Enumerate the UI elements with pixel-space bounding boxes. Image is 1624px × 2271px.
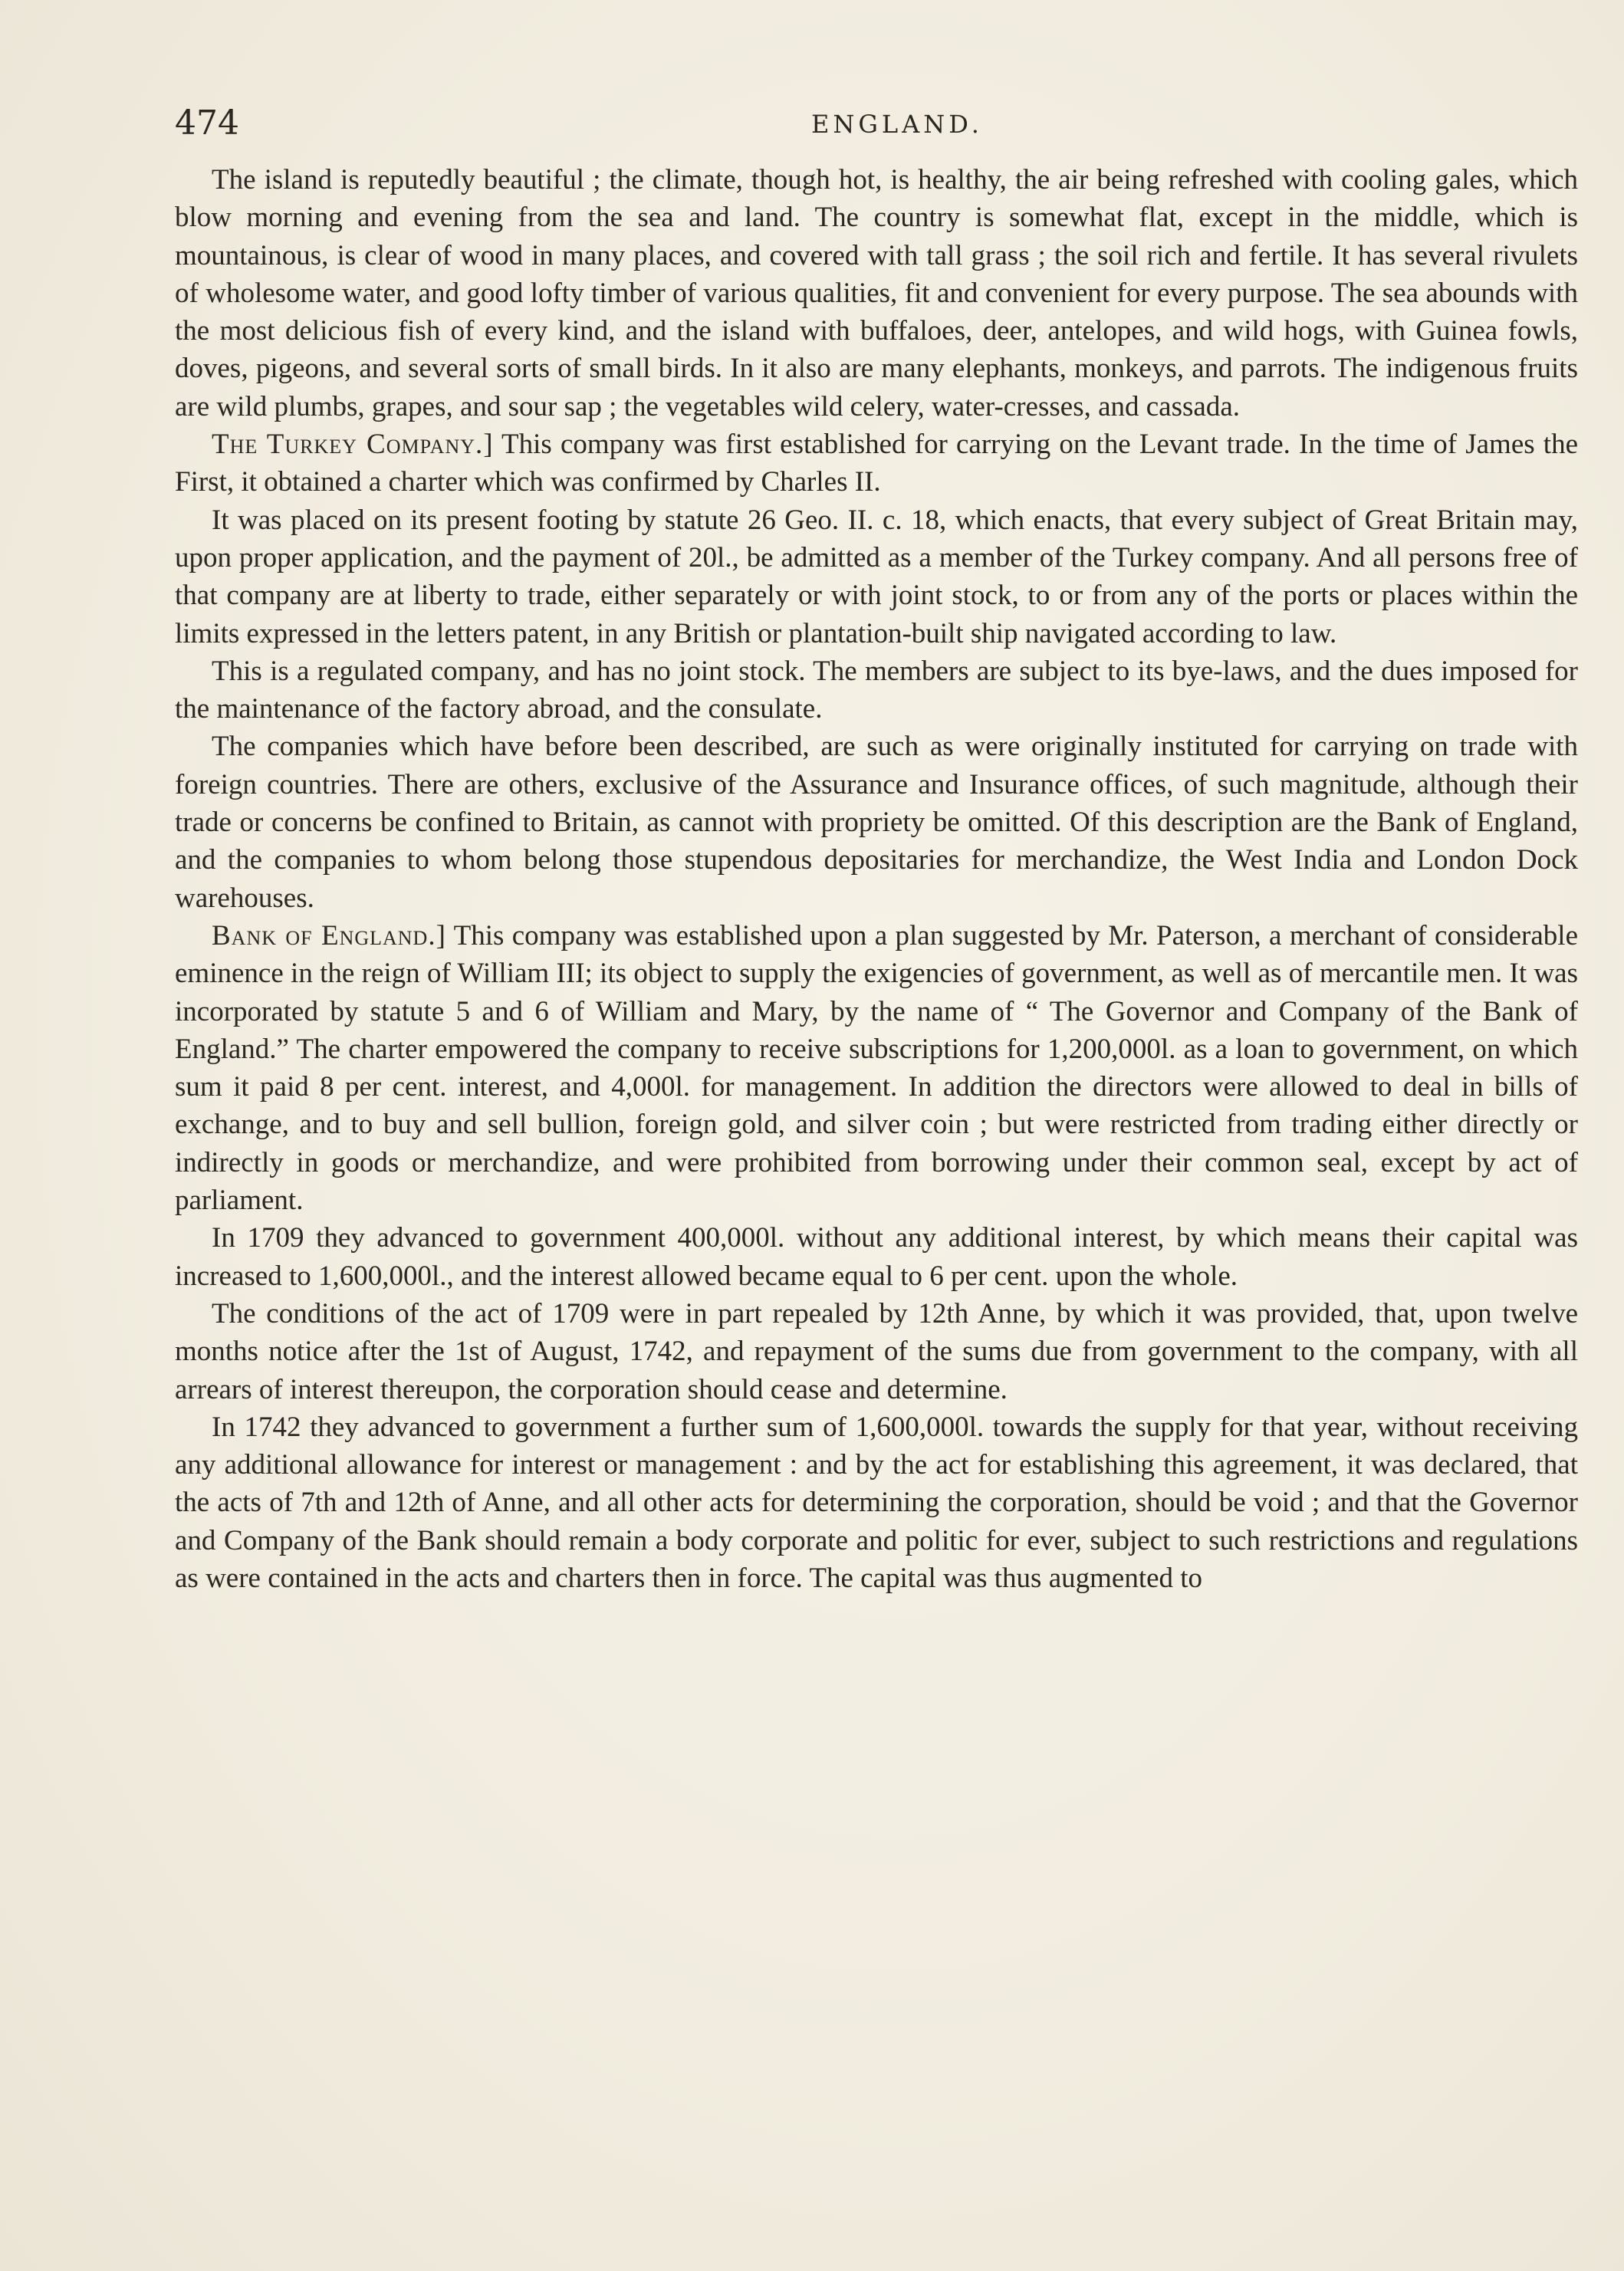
paragraph-island: The island is reputedly beautiful ; the climate, though hot, is healthy, the air being refreshed with cooling gales, which blow morning and evening from the sea and land. The country is somewhat flat, except in the middle, which is mountainous, is clear of wood in many places, and covered with tall grass ; the soil rich and fertile. It has several rivulets of wholesome water, and good lofty timber of various qualities, fit and convenient for every purpose. The sea abounds with the most delicious fish of every kind, and the island with buffaloes, deer, antelopes, and wild hogs, with Guinea fowls, doves, pigeons, and several sorts of small birds. In it also are many elephants, monkeys, and parrots. The indigenous fruits are wild plumbs, grapes, and sour sap ; the vegetables wild celery, water-cresses, and cassada. [175,164,1578,422]
paragraph-regulated-company: This is a regulated company, and has no joint stock. The members are subject to its bye-laws, and the dues imposed for the maintenance of the factory abroad, and the consulate. [175,655,1578,725]
page-header [175,104,1578,150]
section-heading-bank-of-england: Bank of England.] [212,919,446,951]
paragraph-other-companies: The companies which have before been described, are such as were originally instituted for carrying on trade with foreign countries. There are others, exclusive of the Assurance and Insurance offices, of such magnitude, although their trade or concerns be confined to Britain, as cannot with propriety be omitted. Of this description are the Bank of England, and the companies to whom belong those stupendous depositaries for merchandize, the West India and London Dock warehouses. [175,731,1578,914]
paragraph-bank-of-england: Bank of England.] This company was established upon a plan suggested by Mr. Paterson, a merchant of considerable eminence in the reign of William III; its object to supply the exigencies of government, as well as of mercantile men. It was incorporated by statute 5 and 6 of William and Mary, by the name of “ The Governor and Company of the Bank of England.” The charter empowered the company to receive subscriptions for 1,200,000l. as a loan to government, on which sum it paid 8 per cent. interest, and 4,000l. for management. In addition the directors were allowed to deal in bills of exchange, and to buy and sell bullion, foreign gold, and silver coin ; but were restricted from trading either directly or indirectly in goods or merchandize, and were prohibited from borrowing under their common seal, except by act of parliament. [175,919,1578,1217]
page-body [175,161,1578,1597]
page-number: 474 [175,104,239,143]
paragraph-turkey-company: The Turkey Company.] This company was first established for carrying on the Levant trade. In the time of James the First, it obtained a charter which was confirmed by Charles II. [175,429,1579,498]
paragraph-1742: In 1742 they advanced to government a further sum of 1,600,000l. towards the supply for that year, without receiving any additional allowance for interest or management : and by the act for establishing this agreement, it was declared, that the acts of 7th and 12th of Anne, and all other acts for determining the corporation, should be void ; and that the Governor and Company of the Bank should remain a body corporate and politic for ever, subject to such restrictions and regulations as were contained in the acts and charters then in force. The capital was thus augmented to [175,1411,1578,1594]
paragraph-turkey-statute: It was placed on its present footing by statute 26 Geo. II. c. 18, which enacts, that every subject of Great Britain may, upon proper application, and the payment of 20l., be admitted as a member of the Turkey company. And all persons free of that company are at liberty to trade, either separately or with joint stock, to or from any of the ports or places within the limits expressed in the letters patent, in any British or plantation-built ship navigated according to law. [175,504,1578,649]
running-head: ENGLAND. [811,110,983,139]
section-heading-turkey-company: The Turkey Company.] [212,429,494,461]
paragraph-act-conditions: The conditions of the act of 1709 were in part repealed by 12th Anne, by which it was provided, that, upon twelve months notice after the 1st of August, 1742, and repayment of the sums due from government to the company, with all arrears of interest thereupon, the corporation should cease and determine. [175,1297,1578,1405]
paragraph-1709: In 1709 they advanced to government 400,000l. without any additional interest, by which means their capital was increased to 1,600,000l., and the interest allowed became equal to 6 per cent. upon the whole. [175,1222,1578,1292]
